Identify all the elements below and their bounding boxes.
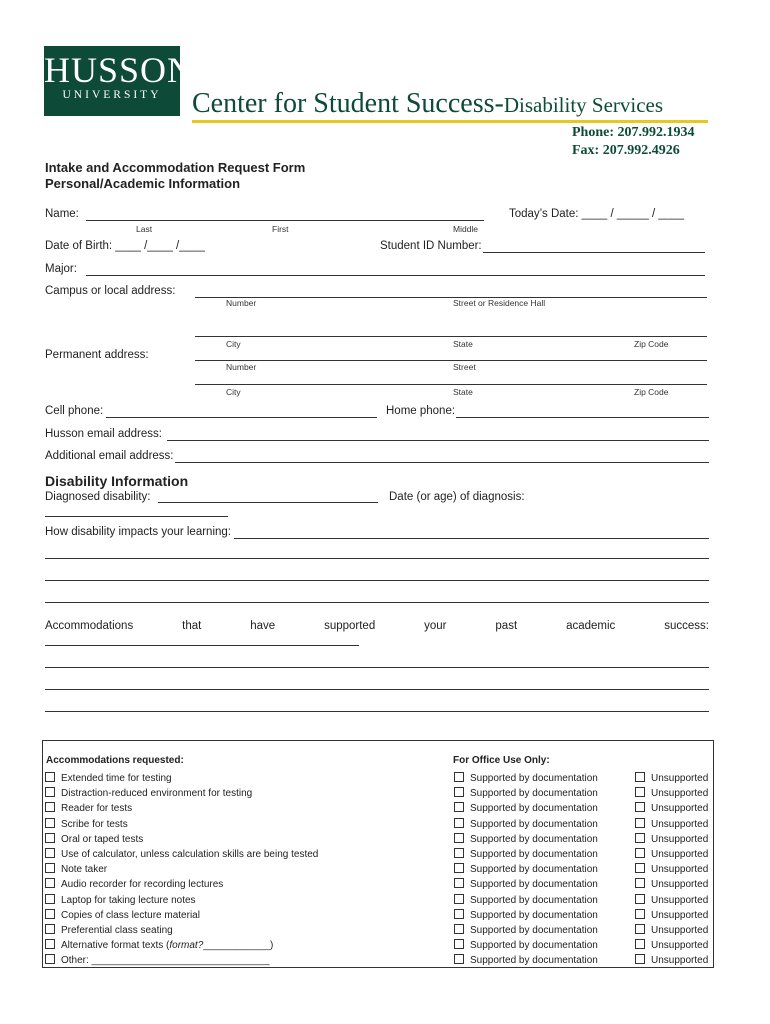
- name-field[interactable]: [86, 220, 484, 221]
- additional-email-label: Additional email address:: [45, 450, 174, 462]
- other-label: Other: ________________________________: [61, 955, 270, 966]
- unsupported-option[interactable]: [635, 833, 708, 845]
- checkbox[interactable]: [454, 894, 464, 904]
- accommodation-item[interactable]: [45, 954, 270, 966]
- accom-word: your: [424, 620, 447, 632]
- accom-word: past: [495, 620, 518, 632]
- checkbox[interactable]: [635, 878, 645, 888]
- checkbox[interactable]: [45, 954, 55, 964]
- supported-option[interactable]: [454, 802, 598, 814]
- impacts-line-2[interactable]: [45, 558, 709, 559]
- logo-wordmark: HUSSON: [44, 50, 195, 90]
- accommodations-requested-heading: Accommodations requested:: [46, 755, 184, 766]
- accom-line-1[interactable]: [45, 645, 359, 646]
- checkbox[interactable]: [45, 909, 55, 919]
- unsupported-label: Unsupported: [651, 940, 709, 951]
- unsupported-label: Unsupported: [651, 910, 709, 921]
- checkbox[interactable]: [45, 939, 55, 949]
- name-label: Name:: [45, 208, 79, 220]
- unsupported-label: Unsupported: [651, 803, 709, 814]
- checkbox[interactable]: [454, 909, 464, 919]
- accom-word: success:: [664, 620, 709, 632]
- checkbox[interactable]: [635, 939, 645, 949]
- supported-label: Supported by documentation: [470, 803, 598, 814]
- accommodation-item[interactable]: [45, 802, 132, 814]
- checkbox[interactable]: [635, 909, 645, 919]
- supported-label: Supported by documentation: [470, 864, 598, 875]
- accommodation-item[interactable]: [45, 939, 273, 951]
- supported-label: Supported by documentation: [470, 834, 598, 845]
- permanent-address-line2[interactable]: [195, 384, 707, 385]
- checkbox[interactable]: [635, 802, 645, 812]
- supported-option[interactable]: [454, 848, 598, 860]
- permanent-address-line1[interactable]: [195, 360, 707, 361]
- accom-word: academic: [566, 620, 616, 632]
- permanent-address-label: Permanent address:: [45, 349, 149, 361]
- checkbox[interactable]: [635, 954, 645, 964]
- permanent-state-caption: State: [453, 387, 473, 397]
- accommodation-label: Audio recorder for recording lectures: [61, 879, 224, 890]
- accommodation-label: Scribe for tests: [61, 819, 128, 830]
- unsupported-option[interactable]: [635, 787, 708, 799]
- accommodation-label: Note taker: [61, 864, 108, 875]
- permanent-city-caption: City: [226, 387, 241, 397]
- checkbox[interactable]: [635, 833, 645, 843]
- checkbox[interactable]: [454, 878, 464, 888]
- unsupported-option[interactable]: [635, 848, 708, 860]
- supported-option[interactable]: [454, 924, 598, 936]
- checkbox[interactable]: [45, 848, 55, 858]
- unsupported-option[interactable]: [635, 772, 708, 784]
- accommodation-label: Extended time for testing: [61, 773, 172, 784]
- phone-number: Phone: 207.992.1934: [572, 125, 695, 140]
- checkbox[interactable]: [454, 924, 464, 934]
- supported-label: Supported by documentation: [470, 940, 598, 951]
- accommodation-item[interactable]: [45, 924, 173, 936]
- accommodation-item[interactable]: [45, 894, 196, 906]
- diagnosed-field-continued[interactable]: [45, 516, 228, 517]
- unsupported-label: Unsupported: [651, 788, 709, 799]
- checkbox[interactable]: [45, 894, 55, 904]
- title-sub: Disability Services: [503, 93, 664, 117]
- accommodation-label: Copies of class lecture material: [61, 910, 200, 921]
- title-main: Center for Student Success-: [192, 88, 504, 119]
- supported-label: Supported by documentation: [470, 849, 598, 860]
- unsupported-label: Unsupported: [651, 925, 709, 936]
- supported-label: Supported by documentation: [470, 773, 598, 784]
- form-title: Intake and Accommodation Request Form: [45, 160, 306, 175]
- checkbox[interactable]: [45, 787, 55, 797]
- major-label: Major:: [45, 263, 77, 275]
- unsupported-option[interactable]: [635, 894, 708, 906]
- supported-option[interactable]: [454, 894, 598, 906]
- accommodation-item[interactable]: [45, 878, 223, 890]
- accom-word: supported: [324, 620, 376, 632]
- campus-number-caption: Number: [226, 298, 257, 308]
- home-phone-field[interactable]: [456, 417, 709, 418]
- supported-option[interactable]: [454, 818, 598, 830]
- accommodations-prompt: [45, 620, 709, 632]
- additional-email-field[interactable]: [175, 462, 709, 463]
- supported-option[interactable]: [454, 939, 598, 951]
- impacts-line-3[interactable]: [45, 580, 709, 581]
- unsupported-label: Unsupported: [651, 955, 709, 966]
- unsupported-option[interactable]: [635, 924, 708, 936]
- campus-state-caption: State: [453, 339, 473, 349]
- checkbox[interactable]: [45, 833, 55, 843]
- accommodation-item[interactable]: [45, 833, 143, 845]
- logo-subtitle: UNIVERSITY: [62, 89, 162, 101]
- checkbox[interactable]: [454, 954, 464, 964]
- checkbox[interactable]: [454, 833, 464, 843]
- accom-word: that: [182, 620, 202, 632]
- checkbox[interactable]: [454, 863, 464, 873]
- husson-email-field[interactable]: [167, 440, 709, 441]
- checkbox[interactable]: [635, 924, 645, 934]
- unsupported-label: Unsupported: [651, 773, 709, 784]
- impacts-label: How disability impacts your learning:: [45, 526, 231, 538]
- checkbox[interactable]: [454, 802, 464, 812]
- accommodation-label: Preferential class seating: [61, 925, 173, 936]
- checkbox[interactable]: [45, 924, 55, 934]
- campus-street-caption: Street or Residence Hall: [453, 298, 546, 308]
- checkbox[interactable]: [454, 939, 464, 949]
- accom-word: Accommodations: [45, 620, 134, 632]
- supported-label: Supported by documentation: [470, 879, 598, 890]
- major-field[interactable]: [86, 275, 705, 276]
- unsupported-option[interactable]: [635, 939, 708, 951]
- campus-zip-caption: Zip Code: [634, 339, 669, 349]
- unsupported-label: Unsupported: [651, 819, 709, 830]
- student-id-label: Student ID Number:: [380, 240, 482, 252]
- checkbox[interactable]: [454, 848, 464, 858]
- permanent-number-caption: Number: [226, 362, 257, 372]
- office-use-heading: For Office Use Only:: [453, 755, 550, 766]
- first-name-caption: First: [272, 224, 289, 234]
- checkbox[interactable]: [45, 863, 55, 873]
- husson-logo: [44, 46, 195, 116]
- checkbox[interactable]: [635, 894, 645, 904]
- diagnosed-label: Diagnosed disability:: [45, 491, 151, 503]
- supported-option[interactable]: [454, 878, 598, 890]
- campus-address-line2[interactable]: [195, 336, 707, 337]
- checkbox[interactable]: [635, 787, 645, 797]
- alt-format-suffix: ____________): [203, 940, 274, 951]
- husson-email-label: Husson email address:: [45, 428, 162, 440]
- fax-number: Fax: 207.992.4926: [572, 143, 680, 158]
- middle-name-caption: Middle: [453, 224, 479, 234]
- unsupported-label: Unsupported: [651, 849, 709, 860]
- supported-option[interactable]: [454, 772, 598, 784]
- home-phone-label: Home phone:: [386, 405, 456, 417]
- checkbox[interactable]: [635, 848, 645, 858]
- supported-option[interactable]: [454, 863, 598, 875]
- todays-date-field[interactable]: Today’s Date: ____ / _____ / ____: [509, 208, 684, 220]
- gold-rule: [192, 120, 708, 123]
- supported-option[interactable]: [454, 954, 598, 966]
- supported-label: Supported by documentation: [470, 788, 598, 799]
- checkbox[interactable]: [45, 818, 55, 828]
- cell-phone-label: Cell phone:: [45, 405, 104, 417]
- unsupported-option[interactable]: [635, 802, 708, 814]
- unsupported-label: Unsupported: [651, 834, 709, 845]
- unsupported-label: Unsupported: [651, 864, 709, 875]
- checkbox[interactable]: [635, 818, 645, 828]
- accom-line-3[interactable]: [45, 689, 709, 690]
- dob-field[interactable]: Date of Birth: ____ /____ /____: [45, 240, 205, 252]
- accommodation-item[interactable]: [45, 863, 107, 875]
- unsupported-option[interactable]: [635, 909, 708, 921]
- cell-phone-field[interactable]: [106, 417, 377, 418]
- checkbox[interactable]: [635, 863, 645, 873]
- campus-address-label: Campus or local address:: [45, 285, 176, 297]
- accommodation-label: Use of calculator, unless calculation skills are being tested: [61, 849, 319, 860]
- disability-heading: Disability Information: [45, 473, 189, 489]
- checkbox[interactable]: [45, 878, 55, 888]
- impacts-line-4[interactable]: [45, 602, 709, 603]
- last-name-caption: Last: [136, 224, 153, 234]
- accommodation-item[interactable]: [45, 848, 318, 860]
- accom-line-2[interactable]: [45, 667, 709, 668]
- checkbox[interactable]: [454, 772, 464, 782]
- unsupported-option[interactable]: [635, 818, 708, 830]
- unsupported-label: Unsupported: [651, 895, 709, 906]
- supported-label: Supported by documentation: [470, 895, 598, 906]
- unsupported-option[interactable]: [635, 863, 708, 875]
- accommodation-item[interactable]: [45, 787, 252, 799]
- alt-format-prefix: Alternative format texts (: [61, 940, 170, 951]
- alt-format-italic: format?: [169, 940, 204, 951]
- campus-address-line1[interactable]: [195, 297, 707, 298]
- unsupported-option[interactable]: [635, 878, 708, 890]
- checkbox[interactable]: [45, 802, 55, 812]
- accommodation-label: Distraction-reduced environment for testing: [61, 788, 253, 799]
- form-subtitle: Personal/Academic Information: [45, 176, 241, 191]
- accom-word: have: [250, 620, 276, 632]
- permanent-zip-caption: Zip Code: [634, 387, 669, 397]
- accommodation-item[interactable]: [45, 909, 200, 921]
- checkbox[interactable]: [454, 818, 464, 828]
- checkbox[interactable]: [635, 772, 645, 782]
- supported-label: Supported by documentation: [470, 910, 598, 921]
- supported-label: Supported by documentation: [470, 819, 598, 830]
- student-id-field[interactable]: [483, 252, 705, 253]
- unsupported-label: Unsupported: [651, 879, 709, 890]
- supported-label: Supported by documentation: [470, 925, 598, 936]
- permanent-street-caption: Street: [453, 362, 476, 372]
- unsupported-option[interactable]: [635, 954, 708, 966]
- checkbox[interactable]: [45, 772, 55, 782]
- supported-label: Supported by documentation: [470, 955, 598, 966]
- accommodation-label: Reader for tests: [61, 803, 133, 814]
- accommodation-item[interactable]: [45, 772, 172, 784]
- accom-line-4[interactable]: [45, 711, 709, 712]
- accommodation-label: Laptop for taking lecture notes: [61, 895, 196, 906]
- diagnosis-date-label: Date (or age) of diagnosis:: [389, 491, 525, 503]
- diagnosed-field[interactable]: [158, 502, 378, 503]
- campus-city-caption: City: [226, 339, 241, 349]
- page-title: [192, 88, 663, 120]
- checkbox[interactable]: [454, 787, 464, 797]
- supported-option[interactable]: [454, 833, 598, 845]
- supported-option[interactable]: [454, 787, 598, 799]
- impacts-line-1[interactable]: [234, 538, 709, 539]
- accommodation-label: Oral or taped tests: [61, 834, 144, 845]
- supported-option[interactable]: [454, 909, 598, 921]
- accommodation-item[interactable]: [45, 818, 128, 830]
